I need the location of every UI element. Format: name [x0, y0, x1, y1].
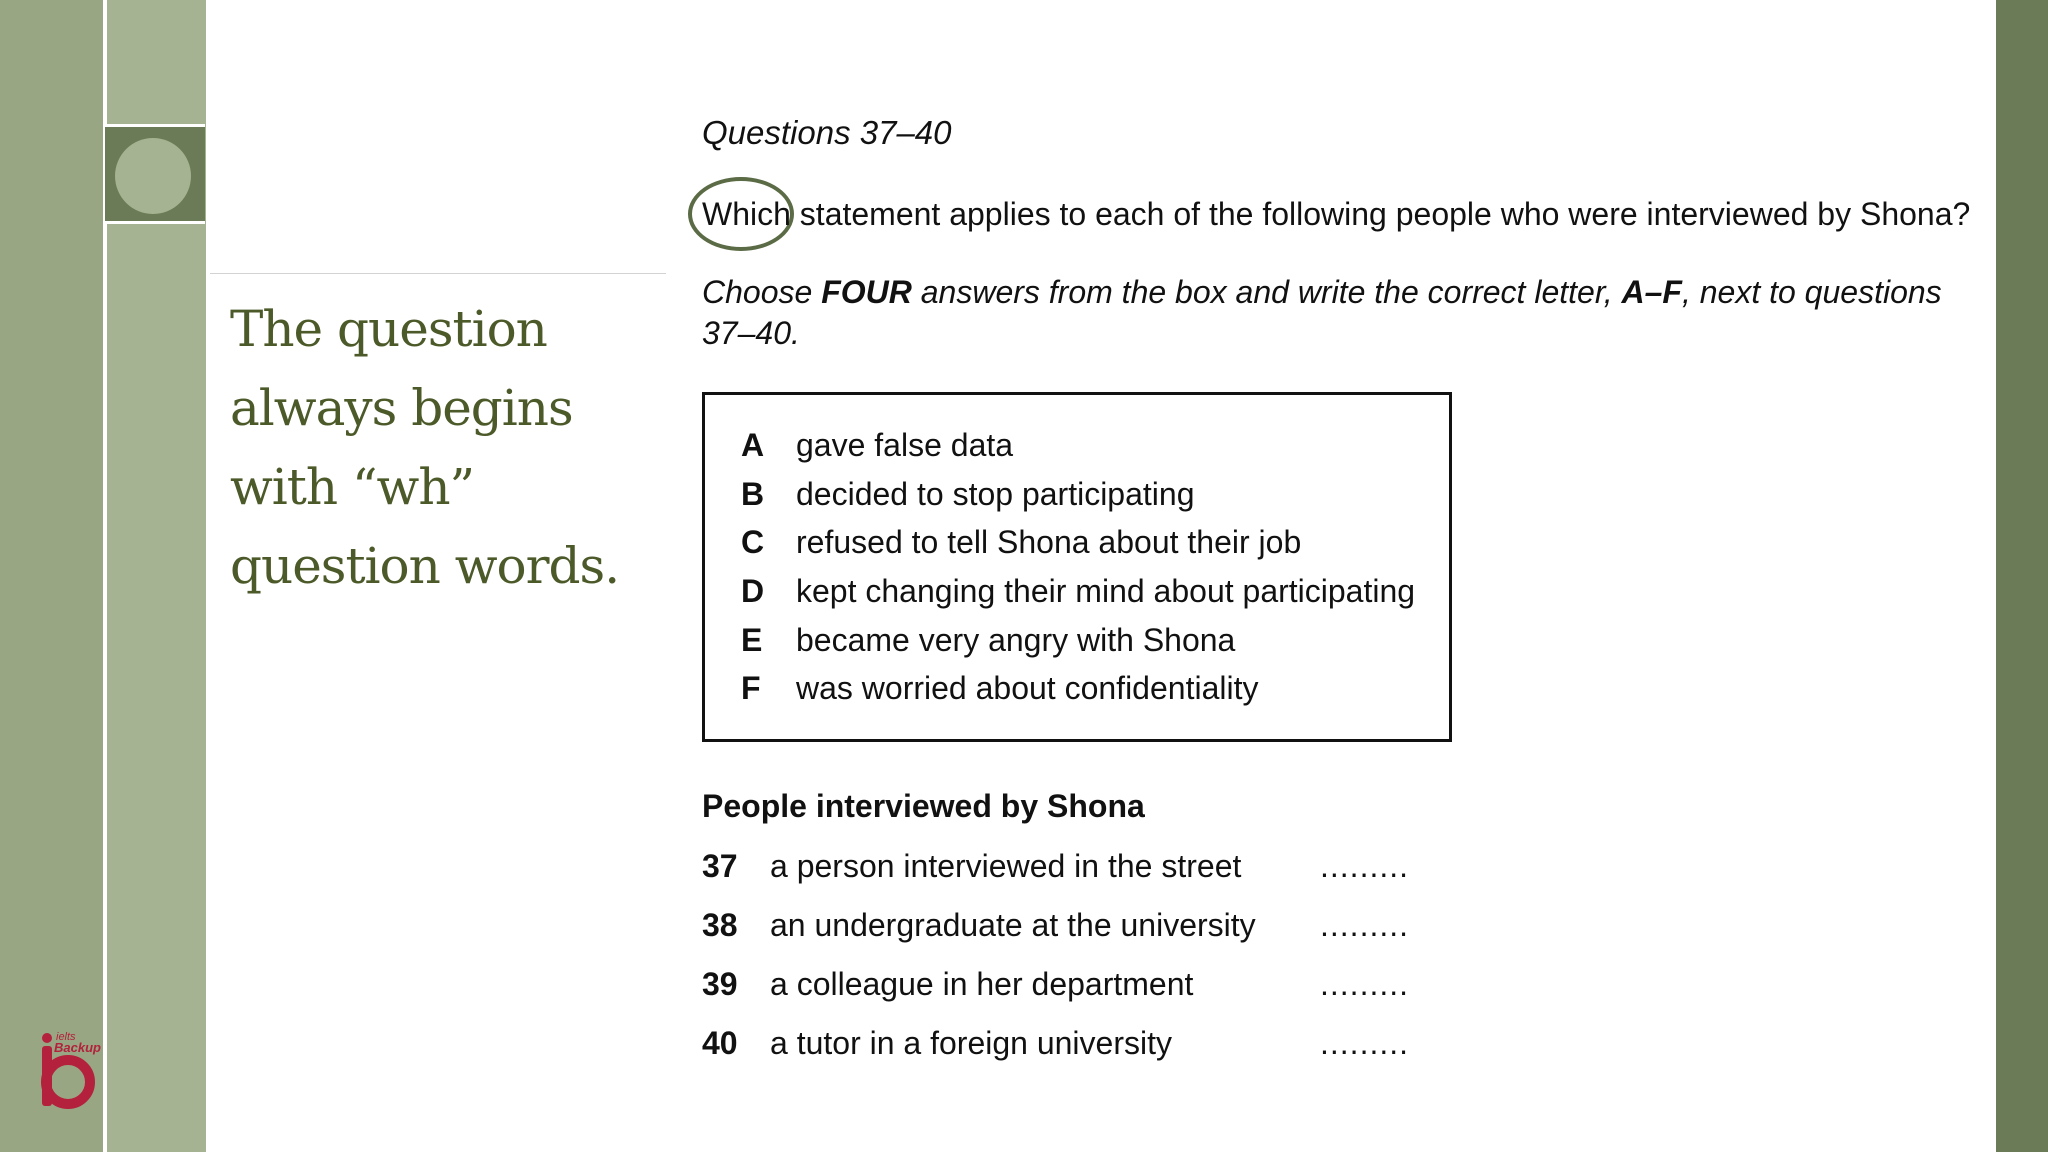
option-letter: A	[741, 427, 765, 463]
option-letter: E	[741, 622, 763, 658]
option-text: refused to tell Shona about their job	[796, 524, 1302, 560]
question-number: 39	[702, 966, 738, 1002]
option-letter: C	[741, 524, 765, 560]
answer-blank: .........	[1320, 848, 1410, 884]
question-number: 37	[702, 848, 738, 884]
logo-text-backup: Backup	[54, 1040, 101, 1055]
option-letter: F	[741, 670, 761, 706]
answer-options-box	[702, 392, 1452, 742]
choose-part2: answers from the box and write the correct letter,	[911, 274, 1622, 310]
option-letter: D	[741, 573, 765, 609]
option-row	[741, 524, 1301, 561]
question-text: a colleague in her department	[770, 966, 1194, 1002]
option-text: decided to stop participating	[796, 476, 1195, 512]
option-row	[741, 670, 1258, 707]
option-text: became very angry with Shona	[796, 622, 1236, 658]
question-text: a tutor in a foreign university	[770, 1025, 1172, 1061]
left-decor-band-outer	[0, 0, 103, 1152]
answer-blank: .........	[1320, 907, 1410, 943]
heading-divider	[210, 273, 666, 274]
choose-bold-four: FOUR	[821, 274, 912, 310]
question-number: 40	[702, 1025, 738, 1061]
answer-blank: .........	[1320, 966, 1410, 1002]
answer-blank: .........	[1320, 1025, 1410, 1061]
option-text: gave false data	[796, 427, 1014, 463]
instruction-line	[702, 196, 1970, 233]
ielts-backup-logo	[34, 1030, 124, 1130]
question-number: 38	[702, 907, 738, 943]
option-text: kept changing their mind about participating	[796, 573, 1416, 609]
option-row	[741, 427, 1013, 464]
people-heading: People interviewed by Shona	[702, 788, 1145, 824]
highlighted-wh-word: Which	[702, 196, 791, 232]
option-row	[741, 573, 1415, 610]
question-row	[702, 907, 1409, 944]
logo-text-ielts: ielts	[56, 1031, 76, 1043]
questions-title: Questions 37–40	[702, 114, 952, 151]
option-text: was worried about confidentiality	[796, 670, 1259, 706]
option-letter: B	[741, 476, 765, 512]
question-row	[702, 1025, 1409, 1062]
choose-part1: Choose	[702, 274, 822, 310]
option-row	[741, 622, 1235, 659]
choose-instruction	[702, 272, 1942, 354]
choose-part3: , next to questions 37–40.	[702, 274, 1942, 351]
question-text: an undergraduate at the university	[770, 907, 1256, 943]
question-row	[702, 848, 1409, 885]
question-text: a person interviewed in the street	[770, 848, 1242, 884]
slide-heading: The question always begins with “wh” question words.	[230, 300, 620, 595]
option-row	[741, 476, 1194, 513]
question-row	[702, 966, 1409, 1003]
decor-circle	[115, 138, 191, 214]
right-decor-band	[1996, 0, 2048, 1152]
instruction-rest: statement applies to each of the following people who were interviewed by Shona?	[790, 196, 1971, 232]
choose-bold-range: A–F	[1621, 274, 1682, 310]
